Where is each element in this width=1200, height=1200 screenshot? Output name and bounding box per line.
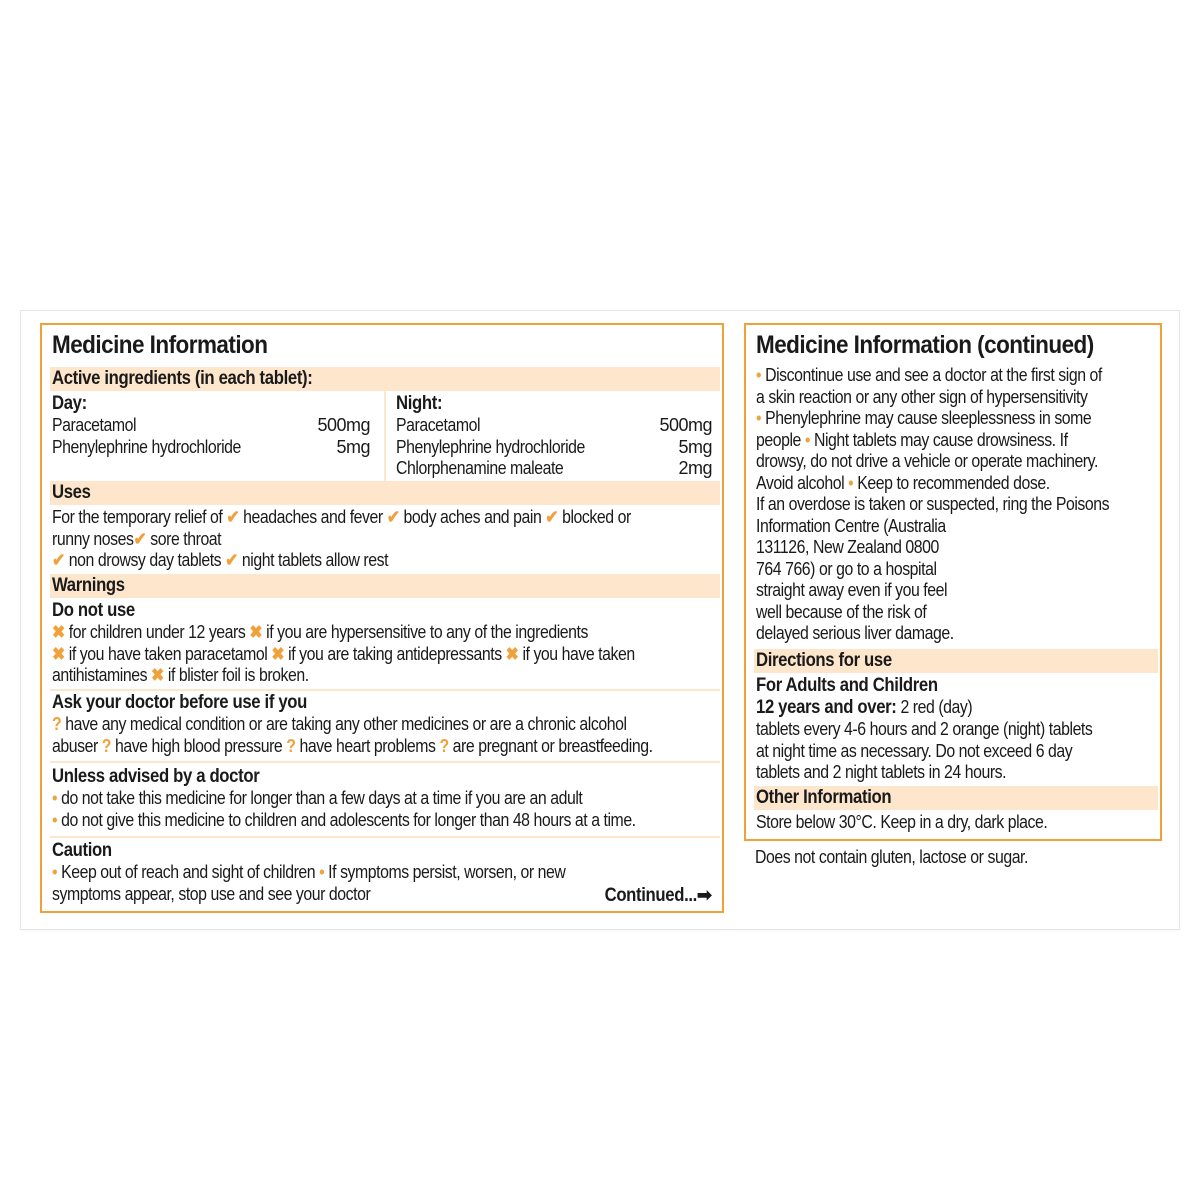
bullet-icon: • — [848, 472, 854, 493]
ingredients-table — [52, 393, 714, 481]
ingredient-row: Paracetamol 500mg — [396, 415, 712, 435]
uses-text: For the temporary relief of ✔ headaches and fever ✔ body aches and pain ✔ blocked or runny noses✔ sore throat ✔ non drowsy day tablets ✔ night tablets allow rest — [52, 507, 631, 570]
unless-advised-section: Unless advised by a doctor • do not take this medicine for longer than a few days at a time if you are an adult • do not give this medicine to children and adolescents for longer than 48 hours at a time. — [52, 766, 636, 830]
check-icon: ✔ — [386, 507, 400, 527]
ingredient-row: Phenylephrine hydrochloride 5mg — [396, 436, 712, 457]
do-not-use-heading: Do not use — [52, 600, 135, 621]
active-ingredients-header: Active ingredients (in each tablet): — [50, 367, 720, 391]
question-icon: ? — [439, 735, 449, 756]
check-icon: ✔ — [52, 550, 65, 570]
arrow-right-icon: ➡ — [696, 885, 712, 905]
continued-warnings-text: • Discontinue use and see a doctor at the first sign of a skin reaction or any other sign of hypersensitivity • Phenylephrine may cause sleeplessness in some people • Night tablets may cause drowsiness. If drowsy, do not drive a vehicle or operate machinery. Avoid alcohol • Keep to recommended dose. If an overdose is taken or suspected, ring the Poisons Information Centre (Australia 131126, New Zealand 0800 764 766) or go to a hospital straight away even if you feel well because of the risk of delayed serious liver damage. — [756, 365, 1110, 643]
caution-section: Caution • Keep out of reach and sight of children • If symptoms persist, worsen, or new symptoms appear, stop use and see your doctor — [52, 840, 566, 904]
caution-heading: Caution — [52, 840, 112, 861]
ingredient-row: Chlorphenamine maleate 2mg — [396, 458, 712, 478]
ingredient-row: Paracetamol 500mg — [52, 415, 370, 435]
bullet-icon: • — [756, 365, 762, 385]
directions-section: For Adults and Children 12 years and over: 2 red (day) tablets every 4-6 hours and 2 orange (night) tablets at night time as necessary. Do not exceed 6 day tablets and 2 night tablets in 24 hours. — [756, 675, 1093, 782]
section-divider — [50, 761, 720, 763]
section-divider — [50, 836, 720, 838]
panel-title: Medicine Information — [52, 331, 268, 359]
warnings-header: Warnings — [50, 574, 720, 598]
bullet-icon: • — [804, 429, 811, 450]
for-adults-heading: For Adults and Children — [756, 675, 938, 696]
bullet-icon: • — [52, 788, 58, 808]
question-icon: ? — [101, 735, 112, 756]
column-divider — [384, 391, 386, 481]
check-icon: ✔ — [226, 507, 240, 527]
night-ingredients — [396, 393, 712, 480]
cross-icon: ✖ — [505, 643, 519, 664]
medicine-info-continued-panel — [744, 323, 1162, 841]
bullet-icon: • — [52, 862, 58, 882]
cross-icon: ✖ — [151, 665, 164, 685]
cross-icon: ✖ — [52, 643, 65, 664]
ask-doctor-section: Ask your doctor before use if you ? have any medical condition or are taking any other medicines or are a chronic alcohol abuser ? have high blood pressure ? have heart problems ? are pregnant or breastfeeding. — [52, 692, 653, 756]
allergen-note: Does not contain gluten, lactose or sugar. — [755, 847, 1028, 867]
check-icon: ✔ — [225, 550, 238, 570]
continued-label: Continued...➡ — [604, 885, 712, 906]
do-not-use-section: Do not use ✖ for children under 12 years ✖ if you are hypersensitive to any of the ingredients ✖ if you have taken paracetamol ✖ if you are taking antidepressants ✖ if you have taken antihistamines ✖ if blister foil is broken. — [52, 600, 635, 685]
cross-icon: ✖ — [271, 643, 285, 664]
panel-title: Medicine Information (continued) — [756, 331, 1094, 359]
ask-doctor-heading: Ask your doctor before use if you — [52, 692, 308, 713]
night-label: Night: — [396, 393, 443, 414]
directions-header: Directions for use — [754, 649, 1158, 673]
storage-text: Store below 30°C. Keep in a dry, dark place. — [756, 812, 1048, 832]
section-divider — [50, 689, 720, 691]
cross-icon: ✖ — [249, 622, 263, 642]
cross-icon: ✖ — [52, 622, 65, 642]
uses-header: Uses — [50, 481, 720, 505]
unless-advised-heading: Unless advised by a doctor — [52, 766, 260, 787]
check-icon: ✔ — [545, 507, 559, 527]
day-ingredients — [52, 393, 370, 458]
check-icon: ✔ — [133, 528, 147, 549]
question-icon: ? — [286, 735, 296, 756]
bullet-icon: • — [319, 862, 325, 882]
question-icon: ? — [52, 714, 62, 734]
ingredient-row: Phenylephrine hydrochloride 5mg — [52, 436, 370, 457]
bullet-icon: • — [756, 408, 762, 428]
day-label: Day: — [52, 393, 87, 414]
other-info-header: Other Information — [754, 786, 1158, 810]
bullet-icon: • — [52, 809, 58, 830]
medicine-info-panel — [40, 323, 724, 913]
